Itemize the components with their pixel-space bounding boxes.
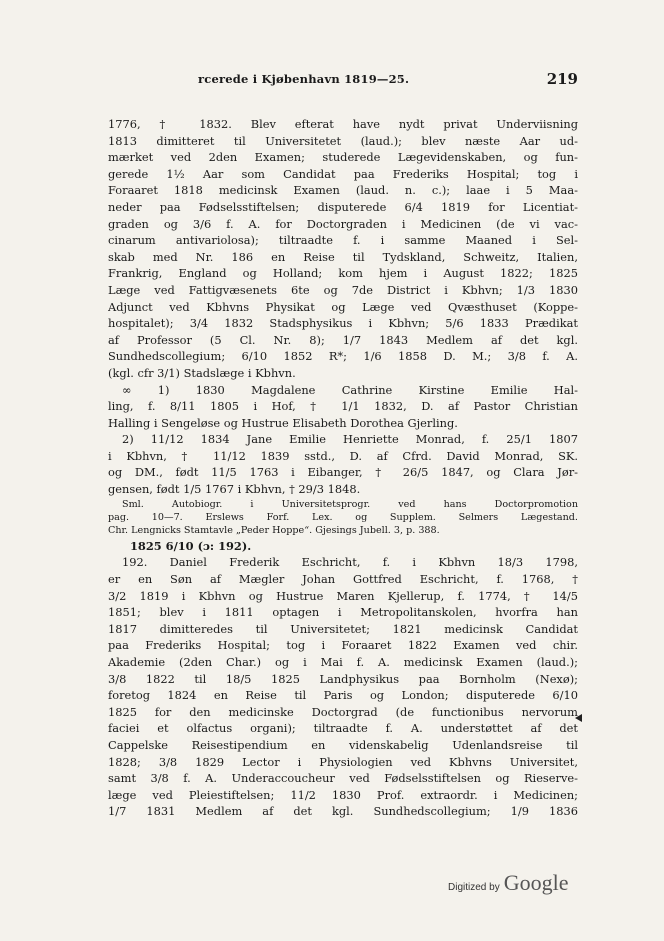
text-line: 3/8 1822 til 18/5 1825 Landphysikus paa Bornholm (Nexø); — [108, 671, 578, 686]
text-line: gerede 1½ Aar som Candidat paa Frederiks Hospital; tog i — [108, 166, 578, 181]
text-line: 1776, † 1832. Blev efterat have nydt privat Underviisning — [108, 117, 578, 131]
text-line: 192. Daniel Frederik Eschricht, f. i Kbhvn 18/3 1798, — [122, 555, 578, 570]
text-line: mærket ved 2den Examen; studerede Lægevidenskaben, og fun- — [108, 150, 578, 165]
text-line: samt 3/8 f. A. Underaccoucheur ved Fødselsstiftelsen og Rieserve- — [108, 771, 578, 786]
text-line: Cappelske Reisestipendium en videnskabelig Udenlandsreise til — [108, 738, 578, 752]
footer-digitized-label: Digitized by — [448, 882, 500, 893]
text-line: Foraaret 1818 medicinsk Examen (laud. n. c.); laae i 5 Maa- — [108, 183, 578, 198]
text-line: Halling i Sengeløse og Hustrue Elisabeth Dorothea Gjerling. — [108, 415, 458, 430]
text-line: cinarum antivariolosa); tiltraadte f. i samme Maaned i Sel- — [108, 233, 578, 248]
text-line: paa Frederiks Hospital; tog i Foraaret 1822 Examen ved chir. — [108, 638, 578, 653]
text-line: af Professor (5 Cl. Nr. 8); 1/7 1843 Medlem af det kgl. — [108, 332, 578, 347]
text-line: pag. 10—7. Erslews Forf. Lex. og Supplem. Selmers Lægestand. — [108, 512, 578, 524]
text-line: Sml. Autobiogr. i Universitetsprogr. ved hans Doctorpromotion — [122, 498, 578, 510]
text-line: (kgl. cfr 3/1) Stadslæge i Kbhvn. — [108, 365, 296, 380]
google-logo: Google — [503, 870, 569, 895]
text-line: i Kbhvn, † 11/12 1839 sstd., D. af Cfrd. David Monrad, SK. — [108, 448, 578, 463]
text-line: ling, f. 8/11 1805 i Hof, † 1/1 1832, D. af Pastor Christian — [108, 399, 578, 414]
text-line: graden og 3/6 f. A. for Doctorgraden i Medicinen (de vi vac- — [108, 216, 578, 231]
text-line: skab med Nr. 186 en Reise til Tydskland, Schweitz, Italien, — [108, 249, 578, 264]
text-line: Chr. Lengnicks Stamtavle „Peder Hoppe“. Gjesings Jubell. 3, p. 388. — [108, 525, 440, 537]
page-number: 219 — [546, 70, 578, 88]
text-line: Adjunct ved Kbhvns Physikat og Læge ved Qvæsthuset (Koppe- — [108, 299, 578, 314]
text-line: 1/7 1831 Medlem af det kgl. Sundhedscollegium; 1/9 1836 — [108, 804, 578, 819]
running-title: rcerede i Kjøbenhavn 1819—25. — [198, 72, 410, 86]
text-line: er en Søn af Mægler Johan Gottfred Eschricht, f. 1768, † — [108, 572, 578, 587]
text-line: faciei et olfactus organi); tiltraadte f. A. understøttet af det — [108, 721, 578, 736]
text-line: neder paa Fødselsstiftelsen; disputerede 6/4 1819 for Licentiat- — [108, 199, 578, 214]
text-line: ∞ 1) 1830 Magdalene Cathrine Kirstine Emilie Hal- — [122, 382, 578, 397]
margin-marker-icon — [575, 714, 582, 722]
text-line: 2) 11/12 1834 Jane Emilie Henriette Monrad, f. 25/1 1807 — [122, 432, 578, 447]
text-line: foretog 1824 en Reise til Paris og London; disputerede 6/10 — [108, 688, 578, 703]
text-line: 1813 dimitteret til Universitetet (laud.); blev næste Aar ud- — [108, 133, 578, 148]
digitized-footer — [448, 870, 568, 896]
text-line: Frankrig, England og Holland; kom hjem i August 1822; 1825 — [108, 266, 578, 281]
text-line: læge ved Pleiestiftelsen; 11/2 1830 Prof. extraordr. i Medicinen; — [108, 787, 578, 802]
text-line: 3/2 1819 i Kbhvn og Hustrue Maren Kjellerup, f. 1774, † 14/5 — [108, 588, 578, 603]
text-line: Sundhedscollegium; 6/10 1852 R*; 1/6 1858 D. M.; 3/8 f. A. — [108, 349, 578, 364]
body-text — [108, 116, 578, 820]
text-line: gensen, født 1/5 1767 i Kbhvn, † 29/3 1848. — [108, 482, 361, 497]
text-line: 1825 for den medicinske Doctorgrad (de functionibus nervorum — [108, 704, 578, 719]
text-line: hospitalet); 3/4 1832 Stadsphysikus i Kbhvn; 5/6 1833 Prædikat — [108, 316, 578, 331]
text-line: og DM., født 11/5 1763 i Eibanger, † 26/5 1847, og Clara Jør- — [108, 465, 578, 480]
text-line: Akademie (2den Char.) og i Mai f. A. medicinsk Examen (laud.); — [108, 655, 578, 670]
text-line: 1825 6/10 (ɔ: 192). — [130, 538, 252, 553]
book-page — [108, 72, 578, 820]
text-line: 1817 dimitteredes til Universitetet; 1821 medicinsk Candidat — [108, 621, 578, 636]
text-line: 1851; blev i 1811 optagen i Metropolitanskolen, hvorfra han — [108, 605, 578, 620]
running-head — [108, 72, 578, 98]
text-line: Læge ved Fattigvæsenets 6te og 7de District i Kbhvn; 1/3 1830 — [108, 282, 578, 297]
text-line: 1828; 3/8 1829 Lector i Physiologien ved Kbhvns Universitet, — [108, 754, 578, 769]
